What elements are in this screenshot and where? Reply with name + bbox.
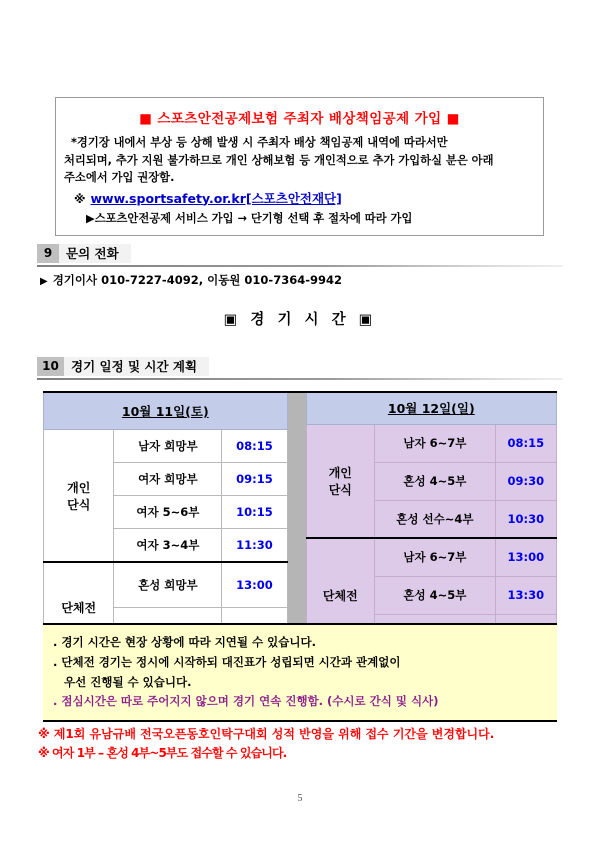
day1-time: 09:15 [222, 463, 287, 496]
day1-time: 11:30 [222, 529, 287, 562]
insurance-procedure-line: ▶스포츠안전공제 서비스 가입 → 단기형 선택 후 절차에 따라 가입 [86, 211, 413, 225]
section-header-contact [37, 244, 563, 270]
day1-event: 여자 3~4부 [114, 529, 222, 562]
reference-mark-icon: ※ [74, 191, 86, 206]
day1-time: 10:15 [222, 496, 287, 529]
schedule-day1-body [44, 393, 288, 652]
day1-category-team: 단체전 [44, 562, 114, 652]
day2-event: 남자 6~7부 [375, 538, 496, 576]
section-label-contact: 문의 전화 [59, 244, 131, 263]
table-row [306, 538, 556, 576]
table-row [44, 562, 288, 607]
red-remarks [38, 725, 578, 764]
section-number-10: 10 [37, 357, 64, 376]
note-line-2: . 단체전 경기는 정시에 시작하되 대진표가 성립되면 시간과 관계없이 [53, 654, 401, 669]
day2-event: 남자 6~7부 [375, 424, 496, 462]
section-label-schedule: 경기 일정 및 시간 계획 [64, 357, 209, 376]
table-row [44, 430, 288, 463]
insurance-link-row [74, 189, 535, 207]
note-line-2-continuation: 우선 진행될 수 있습니다. [64, 674, 192, 689]
schedule-table-day1 [43, 393, 288, 653]
notes-box [43, 623, 557, 722]
table-spacer-column [288, 393, 306, 653]
page-title: ▣ 경 기 시 간 ▣ [223, 312, 377, 328]
day2-event: 혼성 4~5부 [375, 462, 496, 500]
insurance-body-line1: *경기장 내에서 부상 등 상해 발생 시 주최자 배상 책임공제 내역에 따라서만 [71, 136, 448, 149]
note-line-3: . 점심시간은 따로 주어지지 않으며 경기 연속 진행함. (수시로 간식 및 식사) [53, 694, 439, 709]
day2-time: 08:15 [495, 424, 556, 462]
page-number: 5 [297, 793, 303, 804]
day1-category-individual: 개인 단식 [44, 430, 114, 562]
day1-time: 13:00 [222, 562, 287, 607]
insurance-body-line3: 주소에서 가입 권장함. [64, 171, 175, 184]
schedule-tables [43, 391, 557, 653]
day2-time: 09:30 [495, 462, 556, 500]
red-remark-2: ※ 여자 1부 – 혼성 4부~5부도 접수할 수 있습니다. [38, 746, 287, 761]
day2-time: 13:00 [495, 538, 556, 576]
table-row [44, 393, 288, 430]
day1-time: 08:15 [222, 430, 287, 463]
day1-event: 남자 희망부 [114, 430, 222, 463]
day1-event: 혼성 희망부 [114, 562, 222, 607]
schedule-table-day2 [306, 393, 557, 653]
contact-phone-text: 경기이사 010-7227-4092, 이동원 010-7364-9942 [52, 273, 342, 287]
day2-event: 혼성 4~5부 [375, 576, 496, 614]
sportsafety-link[interactable]: www.sportsafety.or.kr[스포츠안전재단] [90, 190, 342, 206]
section-header-schedule [37, 357, 563, 383]
day2-time: 13:30 [495, 576, 556, 614]
section-number-9: 9 [37, 244, 59, 263]
day2-category-individual: 개인 단식 [306, 424, 375, 538]
day2-header: 10월 12일(일) [306, 393, 556, 424]
insurance-notice-box [55, 97, 544, 236]
note-line-1: . 경기 시간은 현장 상황에 따라 지연될 수 있습니다. [53, 635, 316, 649]
table-row [306, 424, 556, 462]
insurance-body [64, 134, 535, 187]
day1-event: 여자 희망부 [114, 463, 222, 496]
day1-event: 여자 5~6부 [114, 496, 222, 529]
red-remark-1: ※ 제1회 유남규배 전국오픈동호인탁구대회 성적 반영을 위해 접수 기간을 변경합니다. [38, 727, 495, 741]
schedule-day2-body [306, 393, 556, 652]
insurance-body-line2: 처리되며, 추가 지원 불가하므로 개인 상해보험 등 개인적으로 추가 가입하실 분은 아래 [64, 153, 494, 167]
section-rule [37, 265, 563, 267]
table-row [306, 393, 556, 424]
bullet-triangle-icon: ▶ [40, 276, 48, 287]
day2-category-team: 단체전 [306, 538, 375, 652]
day2-event: 혼성 선수~4부 [375, 500, 496, 538]
day2-time: 10:30 [495, 500, 556, 538]
contact-phone-line [40, 272, 342, 288]
section-rule [37, 378, 563, 380]
insurance-title: ■ 스포츠안전공제보험 주최자 배상책임공제 가입 ■ [139, 111, 460, 127]
day1-header: 10월 11일(토) [44, 393, 288, 430]
